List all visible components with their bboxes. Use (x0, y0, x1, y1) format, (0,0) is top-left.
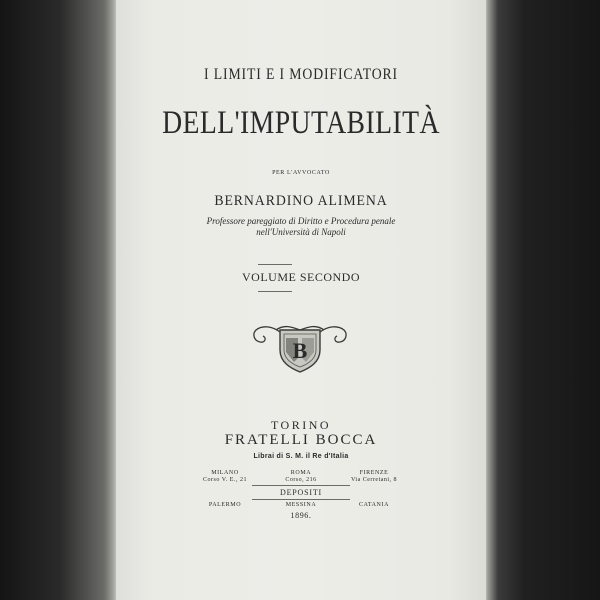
deposito-city: PALERMO (208, 502, 242, 508)
author-affiliation-line-2: nell'Università di Napoli (256, 227, 346, 237)
imprint-city: TORINO (270, 418, 332, 432)
deposito-city: MESSINA (285, 502, 317, 508)
branch-address: Corso V. E., 21 (203, 477, 247, 483)
per-avvocato-line: PER L'AVVOCATO (272, 170, 330, 176)
deposito-catania (324, 502, 424, 508)
branch-city: ROMA (290, 470, 312, 476)
author-name: BERNARDINO ALIMENA (214, 193, 388, 209)
title-page (116, 0, 486, 600)
rule-below-depositi (252, 499, 350, 500)
deposito-city: CATANIA (358, 502, 390, 508)
branch-address: Corso, 216 (285, 477, 317, 483)
branch-address: Via Cerretani, 8 (350, 477, 398, 483)
rule-above-volume (258, 264, 292, 265)
book-edge-right (484, 0, 600, 600)
branch-city: MILANO (211, 470, 239, 476)
publisher-monogram-shield-icon (250, 318, 350, 374)
publication-year: 1896. (290, 511, 312, 520)
branch-city: FIRENZE (359, 470, 389, 476)
title-line-2: DELL'IMPUTABILITÀ (162, 105, 440, 141)
publisher-name: FRATELLI BOCCA (224, 432, 378, 448)
depositi-label: DEPOSITI (280, 488, 322, 497)
branch-firenze (324, 470, 424, 483)
title-line-1: I LIMITI E I MODIFICATORI (203, 66, 398, 83)
svg-text:B: B (292, 338, 308, 363)
volume-label: VOLUME SECONDO (242, 270, 360, 284)
book-gutter-left (0, 0, 118, 600)
rule-below-volume (258, 291, 292, 292)
publisher-subtitle: Librai di S. M. il Re d'Italia (253, 453, 349, 460)
rule-above-depositi (252, 485, 350, 486)
author-affiliation-line-1: Professore pareggiato di Diritto e Procedura penale (206, 216, 396, 226)
